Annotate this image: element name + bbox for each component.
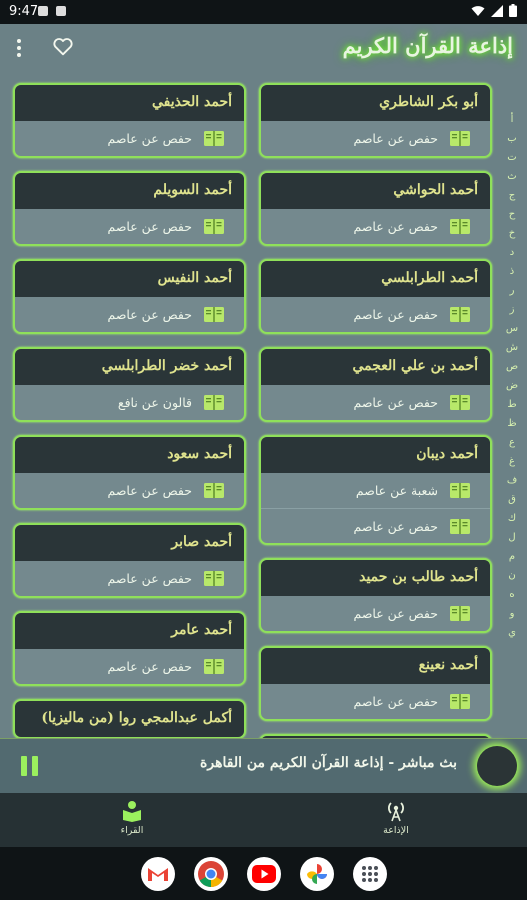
reciter-card-header	[15, 261, 244, 297]
reciter-card[interactable]	[13, 699, 246, 738]
reciter-name: أحمد الحواشي	[393, 182, 478, 198]
reciter-card[interactable]	[259, 259, 492, 334]
reciter-card-header	[15, 349, 244, 385]
reciter-card-header	[261, 261, 490, 297]
riwaya-item[interactable]	[15, 297, 244, 332]
nav-radio[interactable]	[356, 797, 436, 843]
reciter-name: أحمد خضر الطرابلسي	[101, 358, 232, 374]
alphabet-index-letter[interactable]: س	[505, 323, 519, 334]
book-icon	[204, 219, 224, 234]
book-icon	[450, 519, 470, 534]
alphabet-index-letter[interactable]: ر	[509, 285, 515, 296]
book-icon	[204, 395, 224, 410]
reciter-name: أحمد النفيس	[157, 270, 232, 286]
riwaya-label: حفص عن عاصم	[107, 307, 192, 322]
reciter-name: أحمد عامر	[171, 622, 232, 638]
reciter-card[interactable]	[259, 171, 492, 246]
alphabet-index-letter[interactable]: ق	[508, 494, 516, 505]
pause-icon[interactable]	[18, 754, 42, 778]
reciter-card[interactable]	[13, 259, 246, 334]
reciter-card-header	[15, 85, 244, 121]
reciter-card-header	[15, 173, 244, 209]
radio-tower-icon	[385, 800, 407, 822]
alphabet-index-letter[interactable]: أ	[510, 114, 514, 125]
reciter-card-header	[261, 349, 490, 385]
status-time: 9:47	[9, 4, 39, 19]
nav-readers-label: القراء	[120, 825, 144, 836]
reciter-card-header	[261, 85, 490, 121]
riwaya-label: حفص عن عاصم	[353, 519, 438, 534]
alphabet-index-letter[interactable]: ه	[509, 589, 515, 600]
reciter-name: أحمد نعينع	[418, 657, 478, 673]
wifi-icon	[471, 5, 485, 17]
station-artwork[interactable]	[477, 746, 517, 786]
battery-icon	[509, 4, 517, 17]
reciter-name: أبو بكر الشاطري	[379, 94, 478, 110]
alphabet-index[interactable]	[503, 110, 521, 642]
book-icon	[204, 571, 224, 586]
reciter-name: أحمد الطرابلسي	[381, 270, 478, 286]
reciter-card-header	[261, 173, 490, 209]
alphabet-index-letter[interactable]: ذ	[509, 266, 515, 277]
app-bar	[0, 24, 527, 70]
alphabet-index-letter[interactable]: ي	[508, 627, 516, 638]
riwaya-item[interactable]	[261, 596, 490, 631]
vertical-dots-icon[interactable]	[14, 38, 24, 58]
alphabet-index-letter[interactable]: ب	[507, 133, 517, 144]
riwaya-item[interactable]	[15, 209, 244, 244]
book-icon	[204, 131, 224, 146]
alphabet-index-letter[interactable]: خ	[508, 228, 516, 239]
reciter-card[interactable]	[259, 558, 492, 633]
alphabet-index-letter[interactable]: ز	[509, 304, 515, 315]
reciter-name: أحمد طالب بن حميد	[359, 569, 478, 585]
riwaya-item[interactable]	[261, 508, 490, 543]
alphabet-index-letter[interactable]: ت	[507, 152, 517, 163]
riwaya-label: حفص عن عاصم	[107, 219, 192, 234]
reciter-card[interactable]	[13, 435, 246, 510]
book-icon	[204, 483, 224, 498]
heart-outline-icon[interactable]	[52, 36, 74, 58]
riwaya-item[interactable]	[15, 121, 244, 156]
riwaya-item[interactable]	[261, 684, 490, 719]
book-icon	[450, 219, 470, 234]
status-icons	[471, 4, 517, 17]
sd-card-icon	[56, 6, 66, 16]
riwaya-item[interactable]	[15, 473, 244, 508]
book-icon	[450, 307, 470, 322]
reciter-card[interactable]	[13, 523, 246, 598]
alphabet-index-letter[interactable]: ع	[509, 437, 515, 448]
reciter-name: أحمد سعود	[167, 446, 232, 462]
riwaya-item[interactable]	[261, 385, 490, 420]
alphabet-index-letter[interactable]: ظ	[507, 418, 517, 429]
reciters-list[interactable]	[0, 70, 527, 738]
riwaya-item[interactable]	[261, 473, 490, 508]
reciter-name: أكمل عبدالمجي روا (من ماليزيا)	[41, 710, 232, 726]
nav-readers[interactable]	[92, 797, 172, 843]
system-dock	[0, 847, 527, 900]
status-bar	[0, 0, 527, 24]
reciter-card[interactable]	[259, 435, 492, 545]
reciter-name: أحمد السويلم	[153, 182, 232, 198]
reciter-card[interactable]	[259, 83, 492, 158]
alphabet-index-letter[interactable]: ن	[508, 570, 516, 581]
riwaya-item[interactable]	[261, 121, 490, 156]
cell-signal-icon	[491, 5, 503, 17]
now-playing-title: بث مباشر - إذاعة القرآن الكريم من القاهرة	[200, 755, 457, 771]
riwaya-item[interactable]	[261, 209, 490, 244]
riwaya-item[interactable]	[15, 385, 244, 420]
photos-icon[interactable]	[300, 857, 334, 891]
riwaya-item[interactable]	[261, 297, 490, 332]
reciter-name: أحمد صابر	[171, 534, 232, 550]
riwaya-label: حفص عن عاصم	[353, 606, 438, 621]
alphabet-index-letter[interactable]: ط	[507, 399, 517, 410]
riwaya-label: حفص عن عاصم	[353, 307, 438, 322]
alphabet-index-letter[interactable]: ج	[508, 190, 516, 201]
alphabet-index-letter[interactable]: م	[508, 551, 516, 562]
reciter-card[interactable]	[13, 171, 246, 246]
reader-book-icon	[121, 800, 143, 822]
nav-radio-label: الإذاعة	[383, 825, 409, 836]
book-icon	[450, 694, 470, 709]
riwaya-label: حفص عن عاصم	[353, 219, 438, 234]
reciter-name: أحمد ديبان	[416, 446, 478, 462]
reciter-card[interactable]	[13, 83, 246, 158]
book-icon	[450, 395, 470, 410]
riwaya-label: حفص عن عاصم	[107, 483, 192, 498]
riwaya-item[interactable]	[15, 561, 244, 596]
alphabet-index-letter[interactable]: ل	[508, 532, 516, 543]
reciter-card-header	[261, 437, 490, 473]
reciter-card-header	[15, 701, 244, 737]
youtube-icon[interactable]	[247, 857, 281, 891]
alphabet-index-letter[interactable]: ف	[506, 475, 518, 486]
chrome-icon[interactable]	[194, 857, 228, 891]
alphabet-index-letter[interactable]: ث	[507, 171, 517, 182]
reciter-card[interactable]	[13, 347, 246, 422]
alphabet-index-letter[interactable]: غ	[509, 456, 515, 467]
reciter-card-header	[15, 437, 244, 473]
riwaya-label: شعبة عن عاصم	[355, 483, 438, 498]
book-icon	[204, 307, 224, 322]
reciter-card-header	[261, 560, 490, 596]
reciter-card[interactable]	[259, 347, 492, 422]
book-icon	[450, 483, 470, 498]
alphabet-index-letter[interactable]: ض	[505, 380, 519, 391]
reciter-name: أحمد بن علي العجمي	[352, 358, 478, 374]
book-icon	[204, 659, 224, 674]
alphabet-index-letter[interactable]: ك	[507, 513, 517, 524]
live-player-bar	[0, 738, 527, 793]
alphabet-index-letter[interactable]: ح	[508, 209, 516, 220]
riwaya-label: حفص عن عاصم	[353, 131, 438, 146]
gmail-icon[interactable]	[141, 857, 175, 891]
riwaya-label: حفص عن عاصم	[353, 694, 438, 709]
riwaya-label: حفص عن عاصم	[107, 571, 192, 586]
book-icon	[450, 606, 470, 621]
riwaya-label: حفص عن عاصم	[353, 395, 438, 410]
alphabet-index-letter[interactable]: ص	[505, 361, 519, 372]
alphabet-index-letter[interactable]: ش	[505, 342, 519, 353]
riwaya-item[interactable]	[15, 649, 244, 684]
reciter-card[interactable]	[13, 611, 246, 686]
notification-icon	[38, 6, 48, 16]
app-title: إذاعة القرآن الكريم	[342, 33, 513, 58]
book-icon	[450, 131, 470, 146]
alphabet-index-letter[interactable]: د	[509, 247, 515, 258]
reciter-name: أحمد الحذيفي	[151, 94, 232, 110]
alphabet-index-letter[interactable]: و	[509, 608, 515, 619]
reciter-card-header	[15, 525, 244, 561]
bottom-navigation	[0, 793, 527, 847]
reciter-card[interactable]	[259, 646, 492, 721]
riwaya-label: قالون عن نافع	[117, 395, 192, 410]
app-drawer-icon[interactable]	[353, 857, 387, 891]
riwaya-label: حفص عن عاصم	[107, 659, 192, 674]
riwaya-label: حفص عن عاصم	[107, 131, 192, 146]
reciter-card-header	[15, 613, 244, 649]
reciter-card-header	[261, 648, 490, 684]
